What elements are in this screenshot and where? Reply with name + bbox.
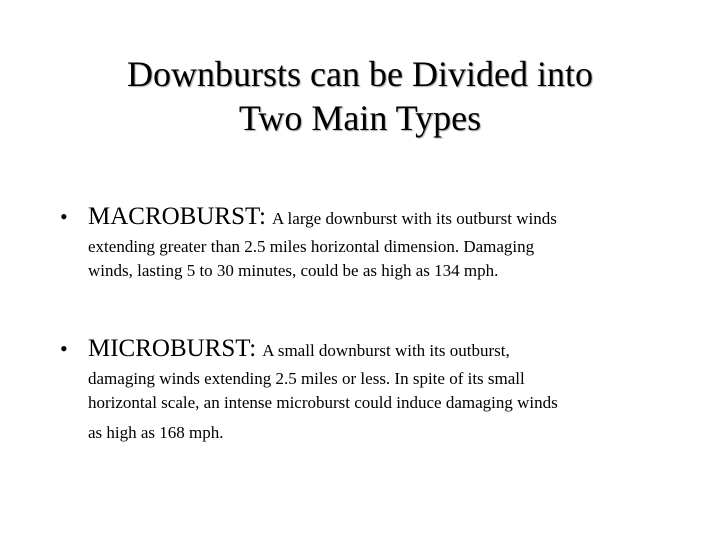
bullet-dot-icon: •	[60, 204, 68, 229]
bullet-head	[60, 201, 660, 235]
bullet-macroburst	[60, 201, 660, 283]
definition-line: horizontal scale, an intense microburst could induce damaging winds	[88, 393, 558, 412]
title-line-1: Downbursts can be Divided into	[127, 54, 593, 94]
bullet-definition-body	[88, 367, 660, 445]
bullet-definition-lead: A small downburst with its outburst,	[262, 341, 510, 360]
bullet-term: MACROBURST:	[88, 203, 266, 230]
bullet-microburst	[60, 333, 660, 445]
bullet-head	[60, 333, 660, 367]
slide-title	[60, 52, 660, 140]
bullet-definition-lead: A large downburst with its outburst winds	[271, 209, 557, 228]
bullet-definition-body	[88, 235, 660, 283]
title-line-2: Two Main Types	[238, 98, 482, 138]
bullet-dot-icon: •	[60, 336, 68, 361]
definition-line: extending greater than 2.5 miles horizontal dimension. Damaging	[88, 237, 535, 256]
bullet-term: MICROBURST:	[88, 335, 257, 362]
definition-line: as high as 168 mph.	[88, 423, 224, 442]
definition-line: damaging winds extending 2.5 miles or less. In spite of its small	[88, 369, 525, 388]
definition-line: winds, lasting 5 to 30 minutes, could be as high as 134 mph.	[88, 261, 499, 280]
